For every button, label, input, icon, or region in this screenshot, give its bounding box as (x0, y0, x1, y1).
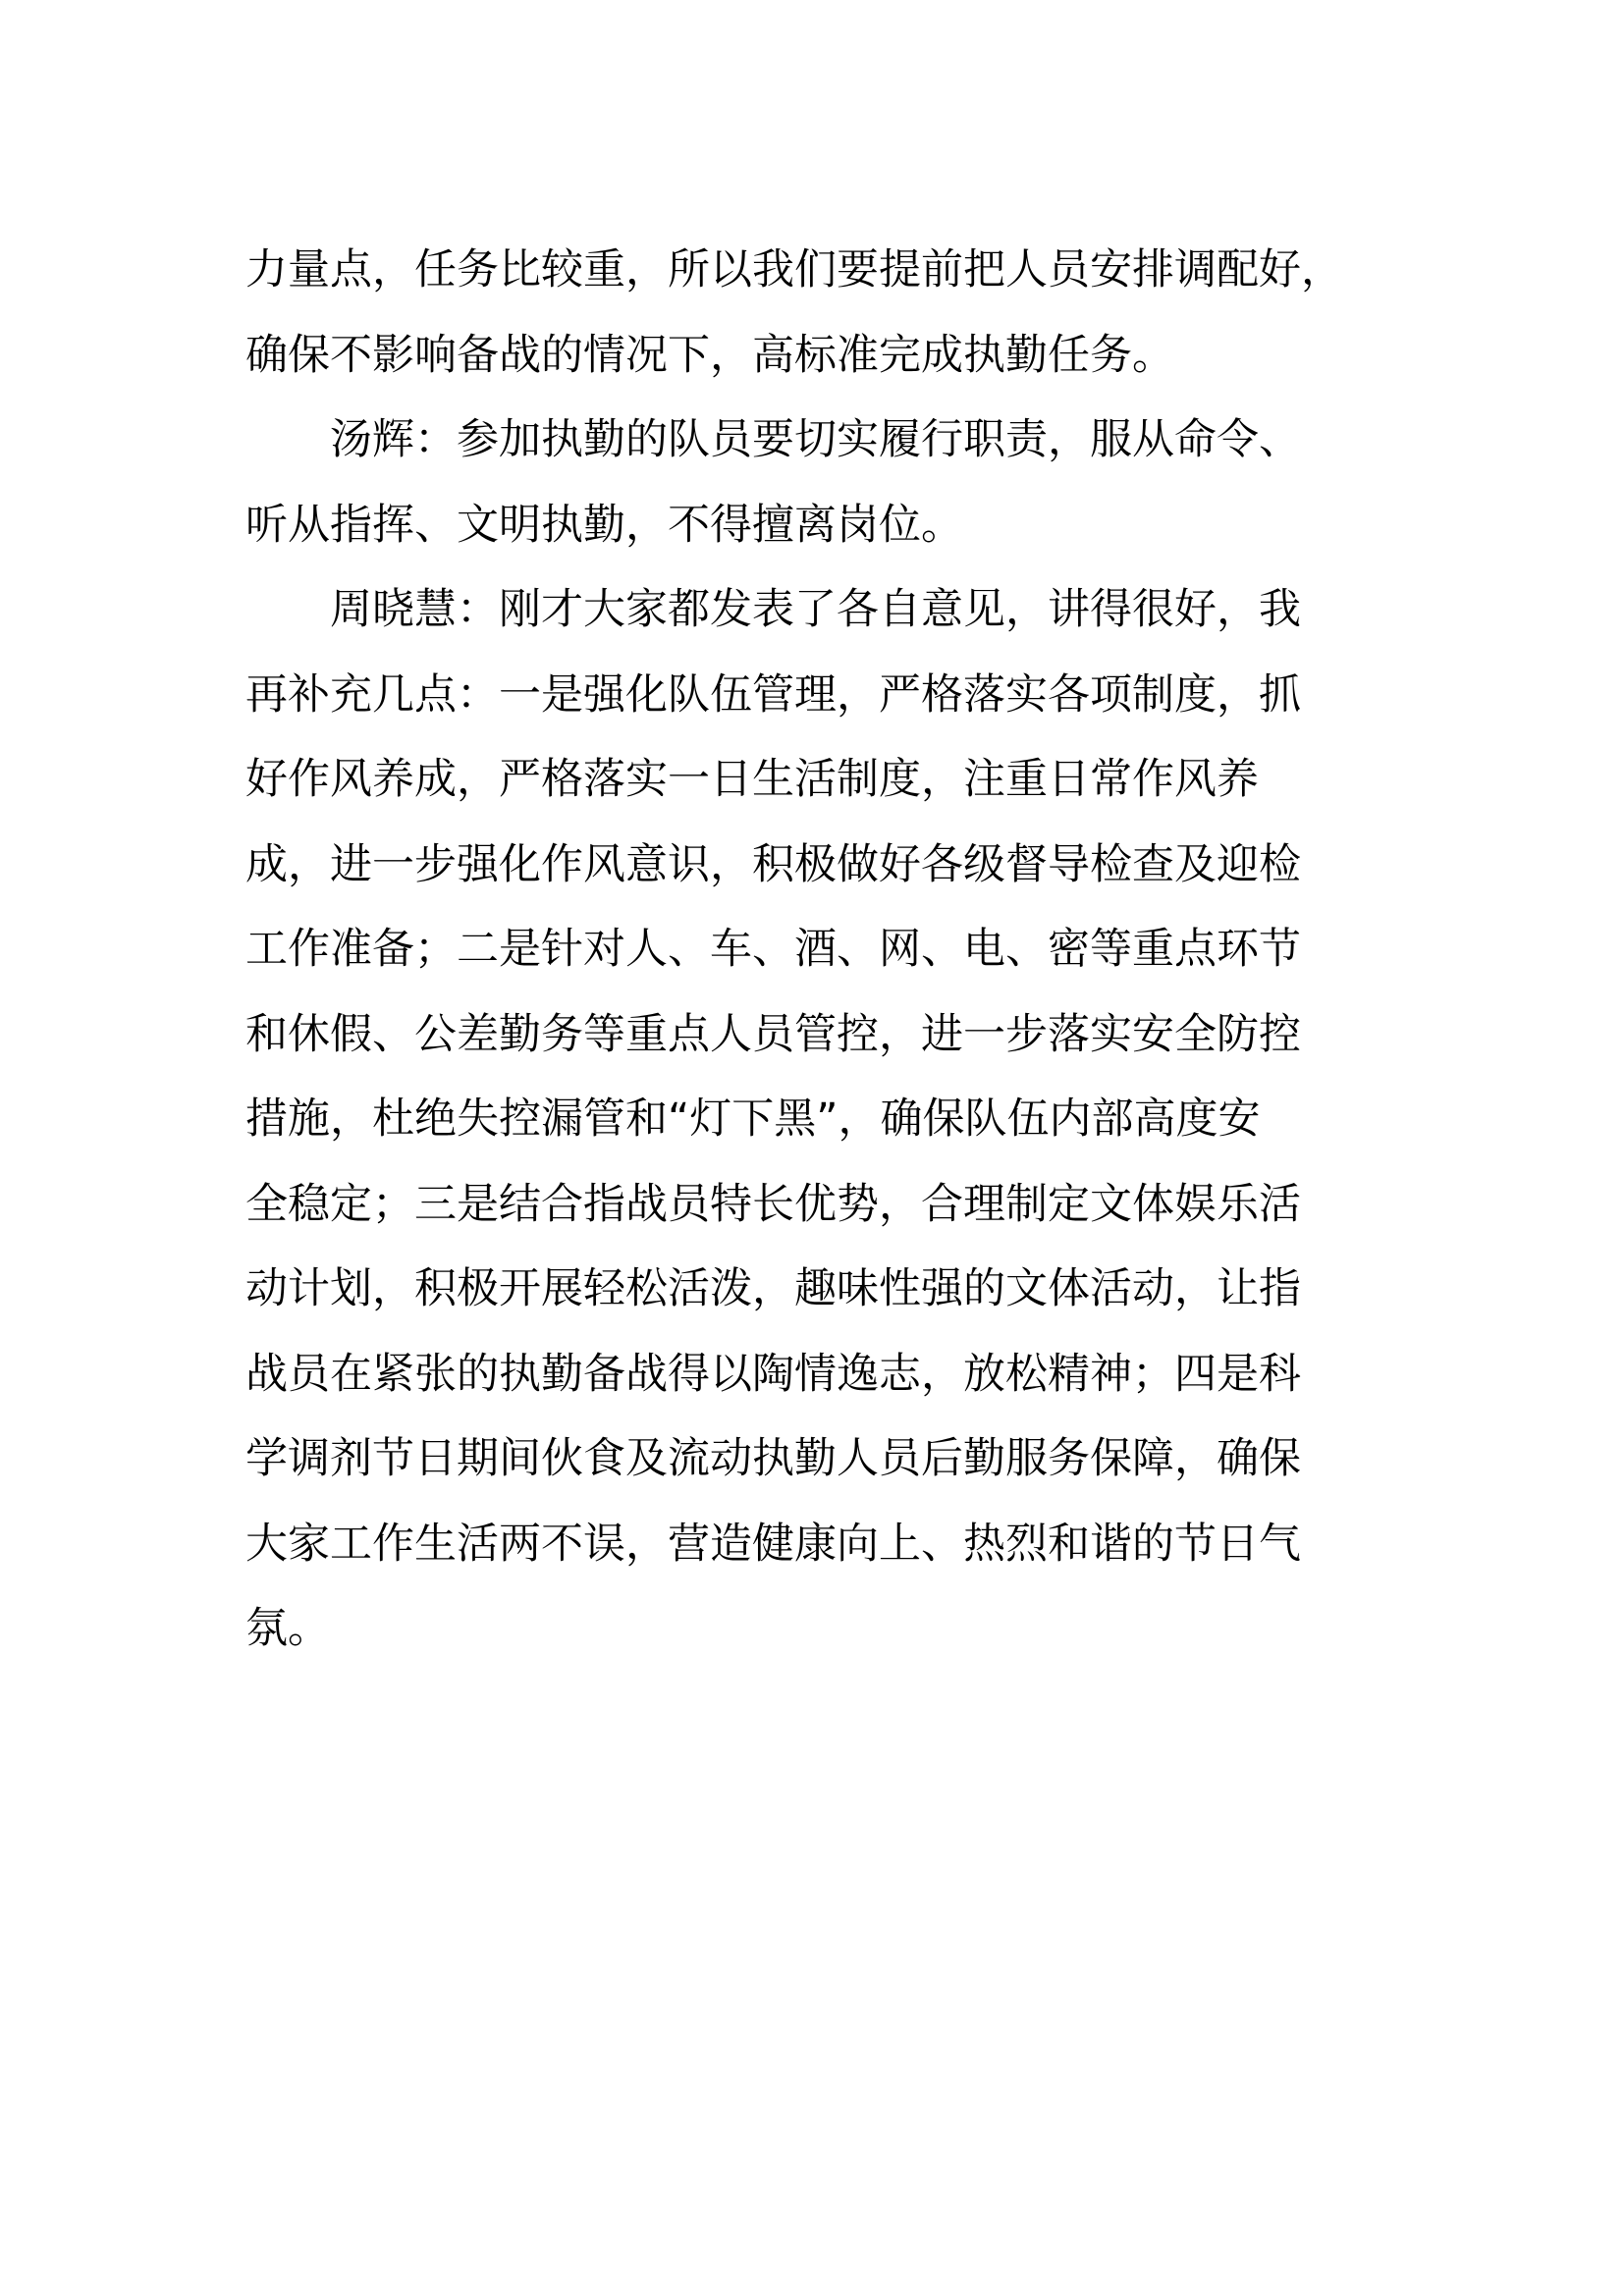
text-line: 听从指挥、文明执勤，不得擅离岗位。 (245, 500, 963, 550)
text-line: 和休假、公差勤务等重点人员管控，进一步落实安全防控 (245, 1009, 1301, 1059)
text-line: 动计划，积极开展轻松活泼，趣味性强的文体活动，让指 (245, 1264, 1301, 1313)
text-line: 成，进一步强化作风意识，积极做好各级督导检查及迎检 (245, 839, 1301, 889)
text-line: 战员在紧张的执勤备战得以陶情逸志，放松精神；四是科 (245, 1349, 1301, 1399)
text-line: 工作准备；二是针对人、车、酒、网、电、密等重点环节 (245, 925, 1301, 974)
text-line: 再补充几点：一是强化队伍管理，严格落实各项制度，抓 (245, 669, 1301, 720)
document-body (245, 228, 1355, 1672)
speaker-paragraph-zhouxiaohui: 周晓慧：刚才大家都发表了各自意见，讲得很好，我 (330, 585, 1301, 634)
text-line: 力量点，任务比较重，所以我们要提前把人员安排调配好， (245, 245, 1343, 294)
text-line: 措施，杜绝失控漏管和“灯下黑”，确保队伍内部高度安 (245, 1095, 1261, 1144)
text-line: 确保不影响备战的情况下，高标准完成执勤任务。 (245, 330, 1174, 380)
text-line: 氛。 (245, 1604, 330, 1653)
text-line: 大家工作生活两不误，营造健康向上、热烈和谐的节日气 (245, 1519, 1301, 1569)
text-line: 好作风养成，严格落实一日生活制度，注重日常作风养 (245, 755, 1259, 804)
text-line: 学调剂节日期间伙食及流动执勤人员后勤服务保障，确保 (245, 1434, 1301, 1483)
speaker-paragraph-tanghui: 汤辉：参加执勤的队员要切实履行职责，服从命令、 (330, 415, 1301, 464)
text-line: 全稳定；三是结合指战员特长优势，合理制定文体娱乐活 (245, 1179, 1301, 1229)
